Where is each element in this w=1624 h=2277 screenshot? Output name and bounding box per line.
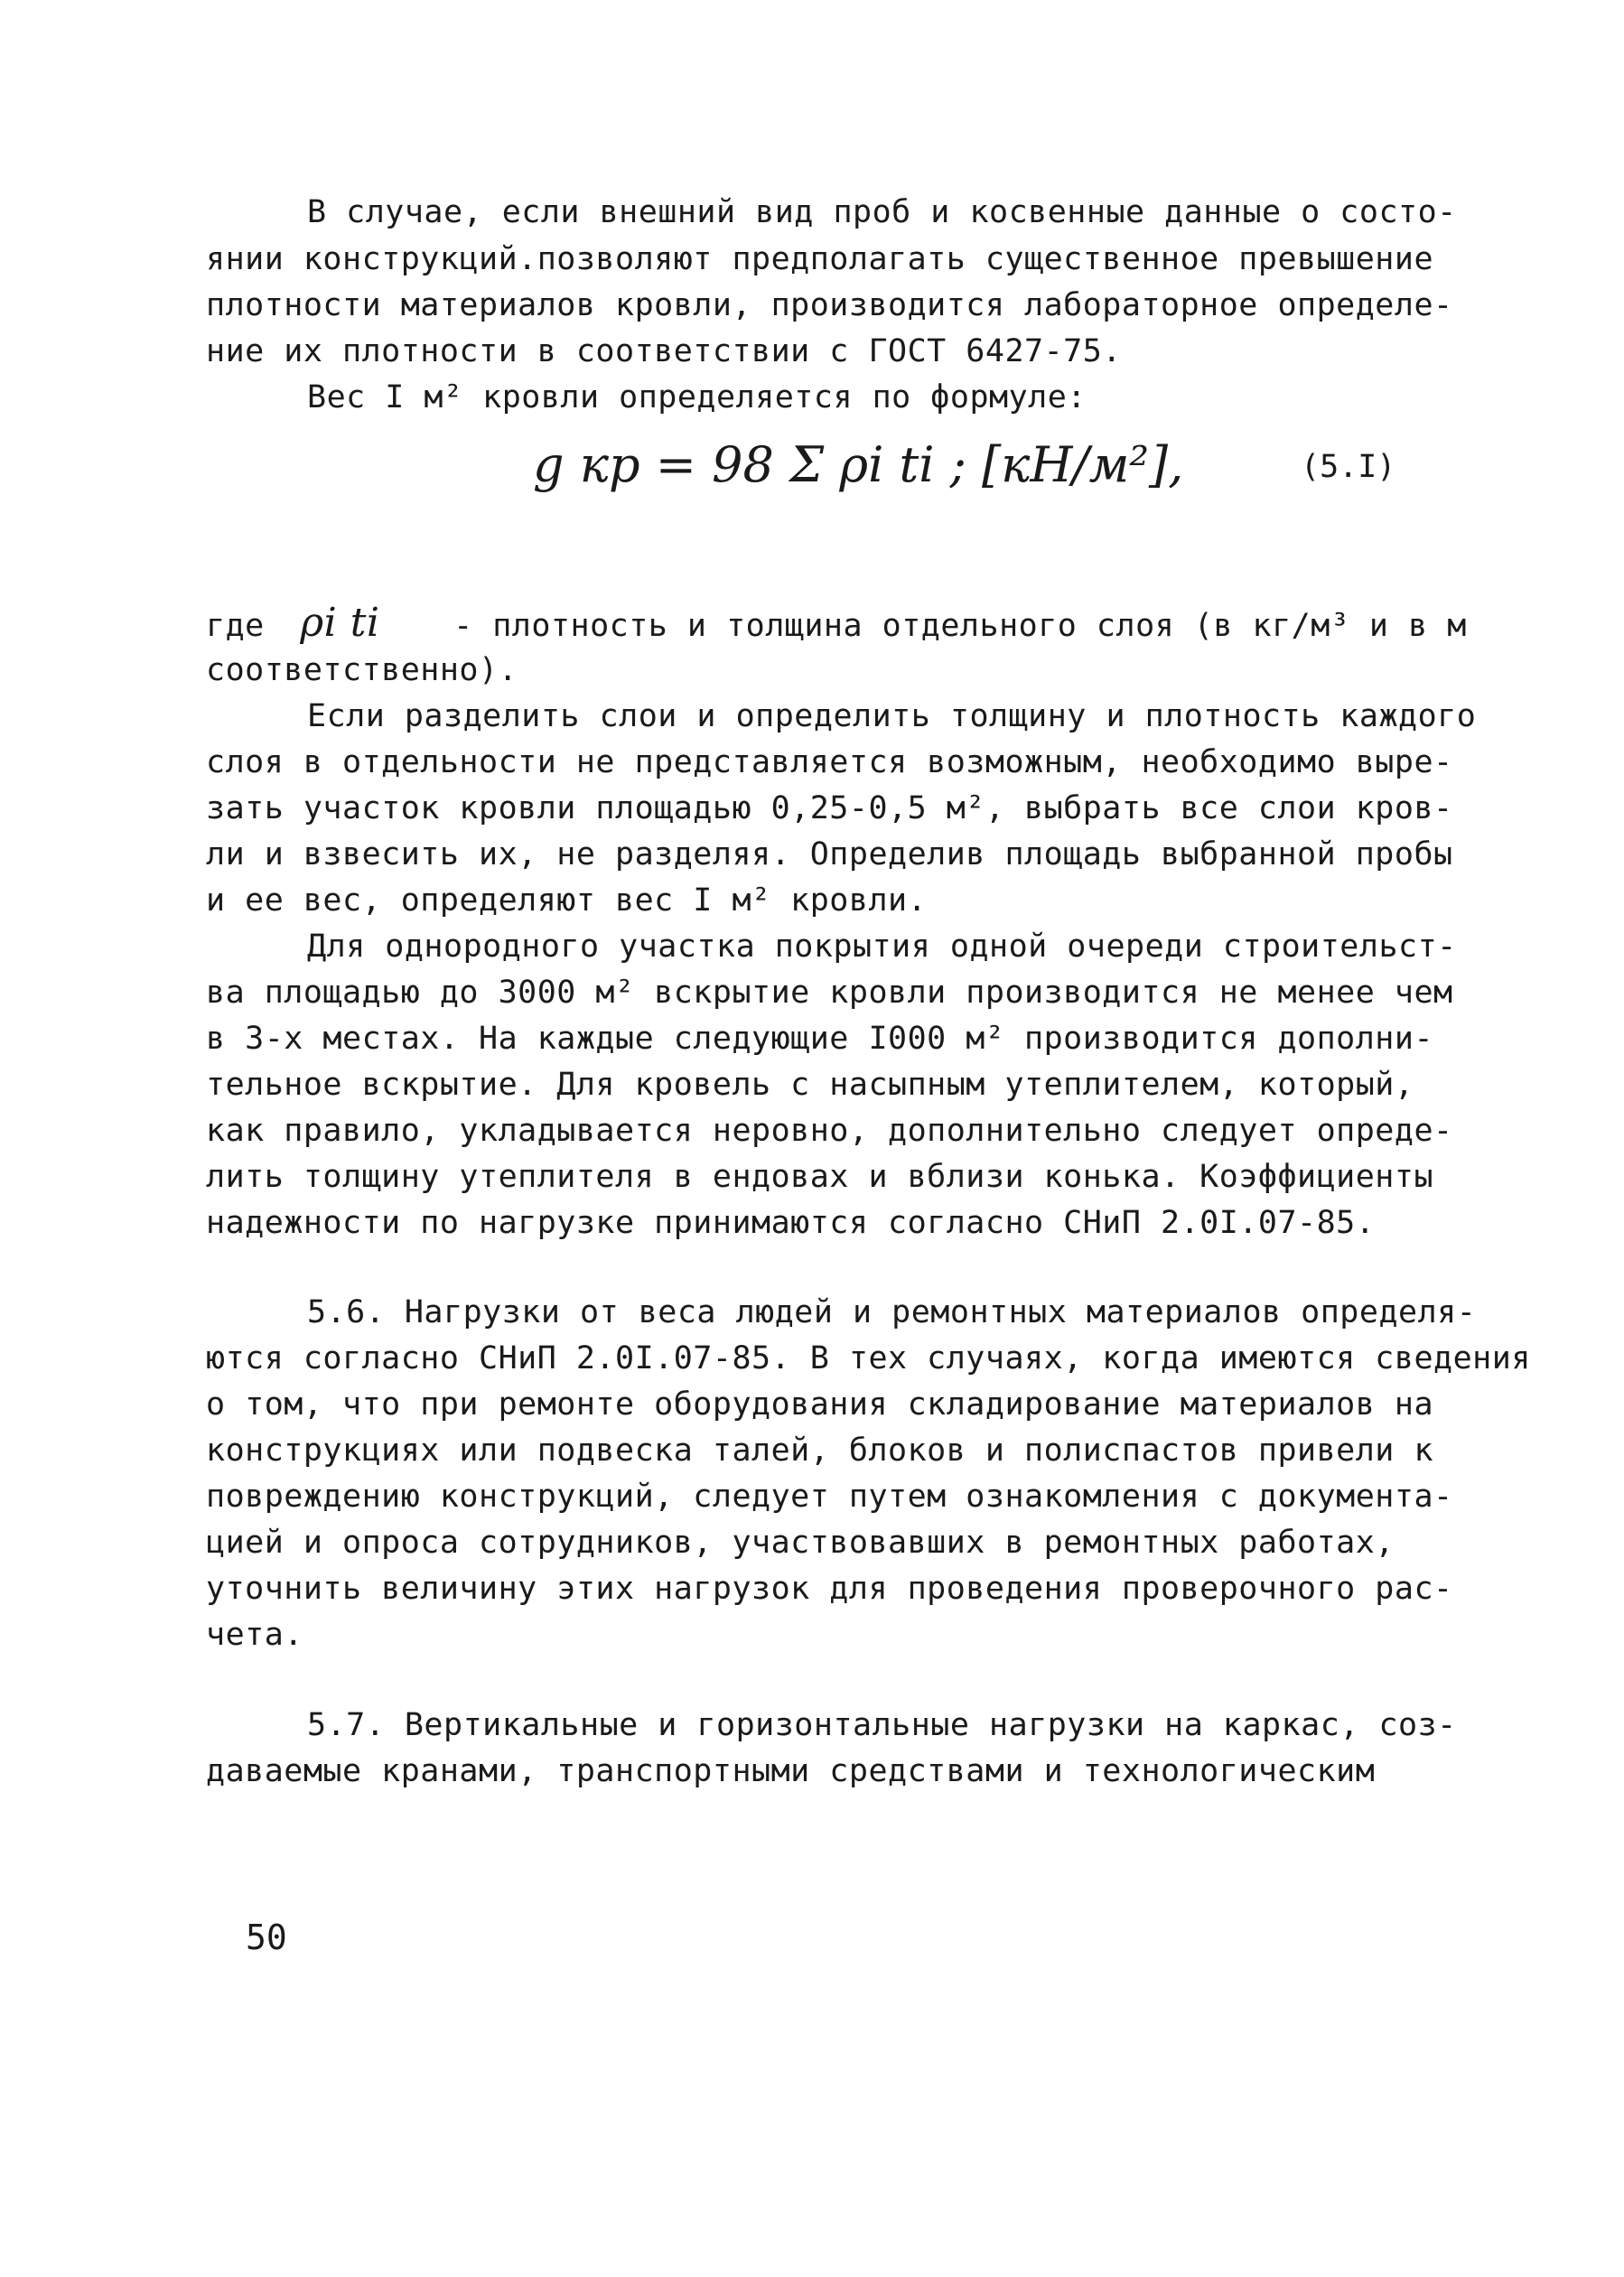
text-line: Для однородного участка покрытия одной очереди строительст- xyxy=(307,929,1457,965)
text-line: плотности материалов кровли, производится лабораторное определе- xyxy=(206,287,1453,323)
text-line: лить толщину утеплителя в ендовах и вблизи конька. Коэффициенты xyxy=(206,1159,1434,1195)
text-line: о том, что при ремонте оборудования складирование материалов на xyxy=(206,1386,1434,1423)
section-5-7-text: 5.7. Вертикальные и горизонтальные нагрузки на каркас, соз- xyxy=(307,1707,1457,1743)
section-5-6-text: 5.6. Нагрузки от веса людей и ремонтных материалов определя- xyxy=(307,1294,1477,1330)
text-line: ются согласно СНиП 2.0I.07-85. В тех случаях, когда имеются сведения xyxy=(206,1340,1531,1376)
text-line: ва площадью до 3000 м² вскрытие кровли производится не менее чем xyxy=(206,975,1453,1011)
text-line: цией и опроса сотрудников, участвовавших в ремонтных работах, xyxy=(206,1525,1395,1561)
where-description: - плотность и толщина отдельного слоя (в кг/м³ и в м xyxy=(453,608,1467,644)
text-line: ние их плотности в соответствии с ГОСТ 6427-75. xyxy=(206,333,1122,369)
where-symbols: ρi ti xyxy=(300,600,380,646)
text-line: зать участок кровли площадью 0,25-0,5 м², выбрать все слои кров- xyxy=(206,790,1453,826)
text-line: Вес I м² кровли определяется по формуле: xyxy=(307,379,1087,415)
roof-weight-formula: g кр = 98 Σ ρi ti ; [кН/м²], xyxy=(533,436,1184,493)
text-line: и ее вес, определяют вес I м² кровли. xyxy=(206,882,928,919)
text-line: тельное вскрытие. Для кровель с насыпным утеплителем, который, xyxy=(206,1067,1414,1103)
where-label: где xyxy=(206,608,265,644)
text-line: соответственно). xyxy=(206,652,518,688)
text-line: повреждению конструкций, следует путем ознакомления с документа- xyxy=(206,1479,1453,1515)
where-line xyxy=(206,601,1489,649)
text-line: даваемые кранами, транспортными средствами и технологическим xyxy=(206,1753,1376,1789)
text-line: янии конструкций.позволяют предполагать существенное превышение xyxy=(206,241,1434,277)
text-line: уточнить величину этих нагрузок для проведения проверочного рас- xyxy=(206,1571,1453,1607)
text-line: Если разделить слои и определить толщину и плотность каждого xyxy=(307,698,1477,734)
text-line: чета. xyxy=(206,1617,303,1653)
text-line: как правило, укладывается неровно, дополнительно следует опреде- xyxy=(206,1113,1453,1149)
text-line: ли и взвесить их, не разделяя. Определив площадь выбранной пробы xyxy=(206,836,1453,873)
formula-number: (5.I) xyxy=(1301,449,1396,485)
text-line: надежности по нагрузке принимаются согласно СНиП 2.0I.07-85. xyxy=(206,1205,1376,1241)
text-line: слоя в отдельности не представляется возможным, необходимо выре- xyxy=(206,744,1453,780)
page-number: 50 xyxy=(246,1918,287,1957)
text-line: конструкциях или подвеска талей, блоков и полиспастов привели к xyxy=(206,1432,1434,1469)
text-line: В случае, если внешний вид проб и косвенные данные о состо- xyxy=(307,194,1457,230)
text-line: в 3-х местах. На каждые следующие I000 м² производится дополни- xyxy=(206,1021,1434,1057)
